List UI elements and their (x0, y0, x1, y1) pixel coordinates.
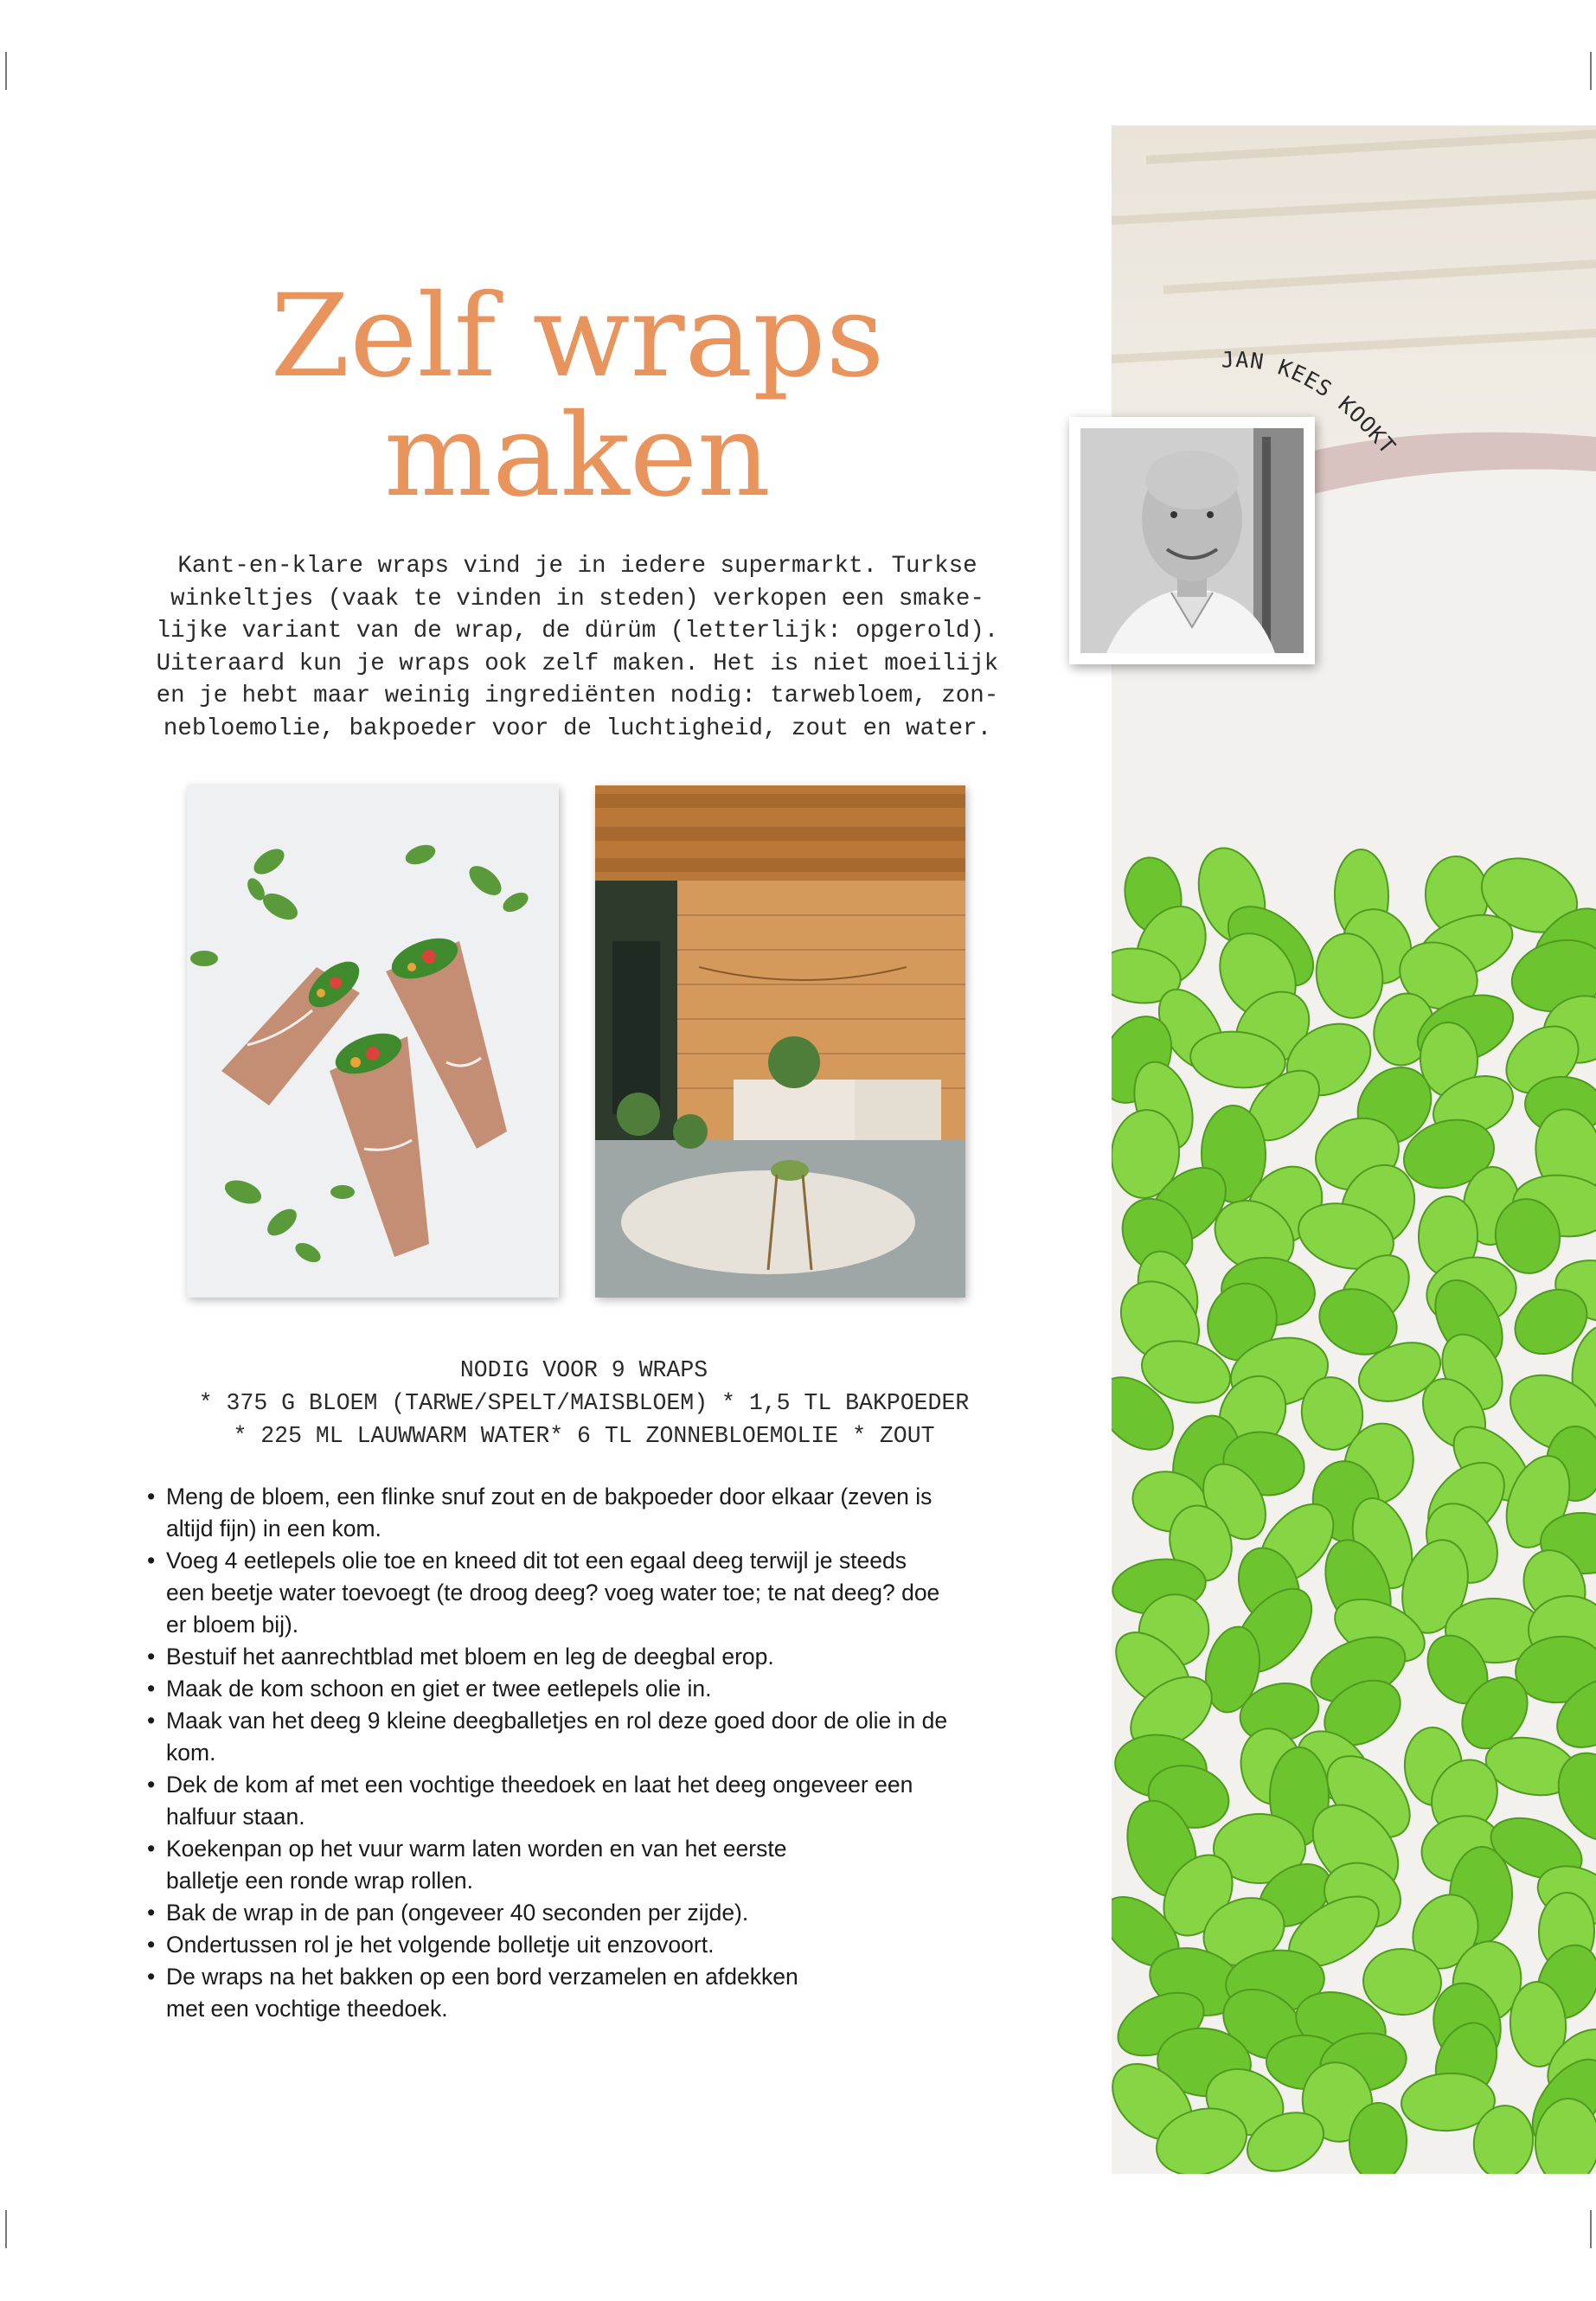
title-line: maken (384, 389, 771, 522)
step-line: Maak de kom schoon en giet er twee eetlepels olie in. (166, 1676, 712, 1702)
intro-line: nebloemolie, bakpoeder voor de luchtigheid, zout en water. (163, 715, 992, 742)
crop-mark (1590, 52, 1592, 90)
step-line: een beetje water toevoegt (te droog deeg? voeg water toe; te nat deeg? doe (166, 1580, 940, 1606)
svg-text:JAN KEES KOOKT (1221, 347, 1401, 459)
step-item (147, 1673, 1021, 1705)
intro-line: en je hebt maar weinig ingrediënten nodig: tarwebloem, zon- (156, 683, 999, 709)
step-line: De wraps na het bakken op een bord verzamelen en afdekken (166, 1964, 798, 1990)
bullet-icon: • (147, 1676, 156, 1702)
ingredients-line: * 225 ML LAUWWARM WATER* 6 TL ZONNEBLOEMOLIE * ZOUT (233, 1423, 935, 1449)
step-line: halfuur staan. (166, 1804, 305, 1830)
step-line: altijd fijn) in een kom. (166, 1516, 381, 1541)
byline-label (1211, 342, 1410, 463)
step-line: met een vochtige theedoek. (166, 1996, 448, 2022)
step-item (147, 1833, 1021, 1897)
step-item (147, 1961, 1021, 2025)
bullet-icon: • (147, 1900, 156, 1926)
bullet-icon: • (147, 1484, 156, 1509)
step-line: Bestuif het aanrechtblad met bloem en leg de deegbal erop. (166, 1644, 774, 1670)
crop-mark (1590, 2210, 1592, 2248)
step-line: Voeg 4 eetlepels olie toe en kneed dit tot een egaal deeg terwijl je steeds (166, 1548, 907, 1574)
step-line: balletje een ronde wrap rollen. (166, 1868, 474, 1894)
crop-mark (5, 52, 7, 90)
intro-line: Kant-en-klare wraps vind je in iedere supermarkt. Turkse (177, 553, 977, 580)
step-line: er bloem bij). (166, 1612, 299, 1638)
step-line: kom. (166, 1740, 216, 1766)
byline-text: JAN KEES KOOKT (1220, 346, 1401, 459)
step-item (147, 1705, 1021, 1769)
step-line: Koekenpan op het vuur warm laten worden en van het eerste (166, 1836, 787, 1862)
steps-list (147, 1481, 1021, 2025)
ingredients-line: * 375 G BLOEM (TARWE/SPELT/MAISBLOEM) * 1,5 TL BAKPOEDER (198, 1390, 970, 1416)
bullet-icon: • (147, 1708, 156, 1734)
step-line: Maak van het deeg 9 kleine deegballetjes en rol deze goed door de olie in de (166, 1708, 948, 1734)
step-item (147, 1769, 1021, 1833)
bullet-icon: • (147, 1932, 156, 1958)
step-item (147, 1929, 1021, 1961)
wraps-photo (187, 785, 559, 1298)
bullet-icon: • (147, 1644, 156, 1670)
intro-line: Uiteraard kun je wraps ook zelf maken. Het is niet moeilijk (156, 650, 999, 677)
step-item (147, 1641, 1021, 1673)
intro-paragraph (147, 550, 1008, 745)
intro-line: lijke variant van de wrap, de dürüm (letterlijk: opgerold). (156, 618, 999, 644)
step-item (147, 1481, 1021, 1545)
ingredients-heading: NODIG VOOR 9 WRAPS (459, 1357, 708, 1383)
step-item (147, 1545, 1021, 1641)
title-line: Zelf wraps (270, 270, 885, 403)
page-title (156, 270, 999, 522)
bullet-icon: • (147, 1836, 156, 1862)
step-line: Ondertussen rol je het volgende bolletje uit enzovoort. (166, 1932, 715, 1958)
bullet-icon: • (147, 1548, 156, 1574)
step-line: Bak de wrap in de pan (ongeveer 40 seconden per zijde). (166, 1900, 749, 1926)
bullet-icon: • (147, 1772, 156, 1798)
step-line: Meng de bloem, een flinke snuf zout en de bakpoeder door elkaar (zeven is (166, 1484, 933, 1509)
bullet-icon: • (147, 1964, 156, 1990)
step-line: Dek de kom af met een vochtige theedoek en laat het deeg ongeveer een (166, 1772, 913, 1798)
crop-mark (5, 2210, 7, 2248)
ingredients-block (138, 1354, 1029, 1452)
step-item (147, 1897, 1021, 1929)
veranda-photo (595, 785, 965, 1298)
intro-line: winkeltjes (vaak te vinden in steden) verkopen een smake- (170, 585, 984, 612)
